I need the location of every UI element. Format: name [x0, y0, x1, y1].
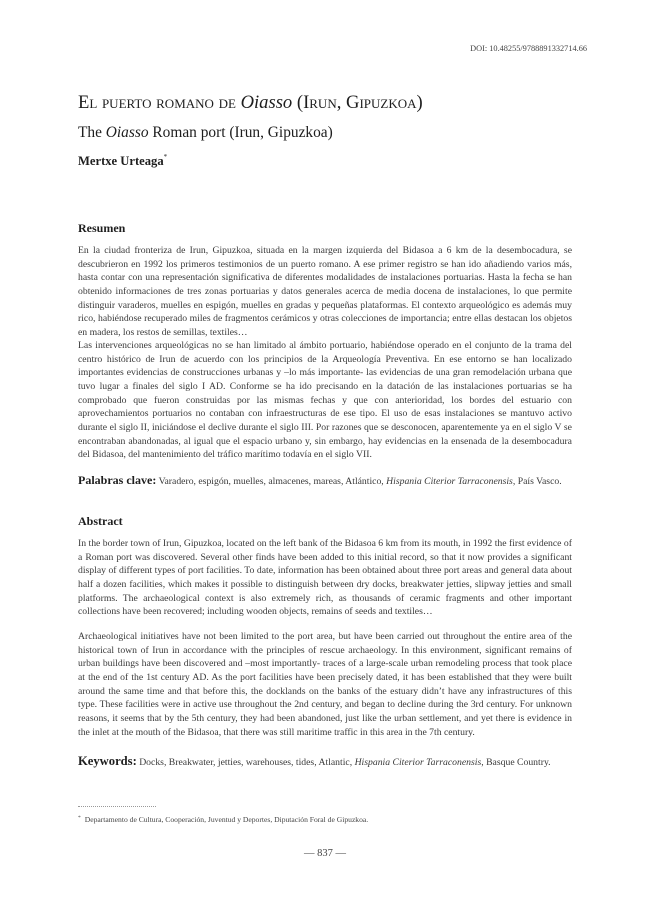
resumen-paragraph-2: Las intervenciones arqueológicas no se han limitado al ámbito portuario, habiéndose operado en el conjunto de la trama del centro histórico de Irun de acuerdo con los principios de la Arqueología Preventiva. En ese entorno se han localizado importantes evidencias de construcciones urbanas y –lo más importante- las evidencias de una gran remodelación urbana que tuvo lugar a finales del siglo I AD. Conforme se ha ido precisando en la datación de las instalaciones portuarias se ha comprobado que fueron construidas por las mismas fechas y que con anterioridad, los bordes del estuario con aprovechamientos portuarios no contaban con infraestructuras de ese tipo. El uso de esas instalaciones se mantuvo activo durante el siglo II, iniciándose el declive durante el siglo III. Por razones que se desconocen, aparentemente ya en el siglo V se encontraban abandonadas, al igual que el espacio urbano y, sin embargo, hay evidencias en la ensenada de la desembocadura del Bidasoa, del mantenimiento del tráfico marítimo todavía en el siglo VII.: [78, 340, 572, 461]
doi-identifier: DOI: 10.48255/9788891332714.66: [470, 44, 587, 53]
subtitle-suffix: Roman port (Irun, Gipuzkoa): [148, 124, 333, 141]
palabras-clave-tail: , País Vasco.: [512, 476, 562, 487]
keywords-text: Docks, Breakwater, jetties, warehouses, tides, Atlantic,: [136, 757, 355, 768]
subtitle-italic: Oiasso: [105, 124, 149, 141]
page-number: — 837 —: [304, 848, 346, 859]
palabras-clave-italic: Hispania Citerior Tarraconensis: [386, 476, 513, 487]
author-footnote-mark: *: [163, 153, 168, 161]
abstract-paragraph-1: In the border town of Irun, Gipuzkoa, located on the left bank of the Bidasoa 6 km from its mouth, in 1992 the first evidence of a Roman port was discovered. Several other finds have been added to this initial record, so that it now provides a significant display of different types of port facilities. To date, information has been obtained about three port areas and general data about half a dozen facilities, which makes it possible to distinguish between dry docks, breakwater jetties, slipway jetties and small platforms. The archaeological context is also extremely rich, as thousands of ceramic fragments and other important collections have been recovered; including wooden objects, remains of seeds and textiles…: [78, 538, 572, 618]
footnote: [78, 815, 368, 824]
footnote-text: Departamento de Cultura, Cooperación, Juventud y Deportes, Diputación Foral de Gipuzkoa.: [84, 815, 369, 824]
resumen-heading: Resumen: [78, 221, 126, 235]
palabras-clave: [78, 473, 572, 489]
author-line: [78, 153, 167, 169]
keywords-tail: , Basque Country.: [481, 757, 551, 768]
footnote-mark: *: [78, 815, 81, 821]
article-title: [78, 92, 423, 114]
footnote-divider: [78, 806, 156, 807]
abstract-paragraph-2: Archaeological initiatives have not been limited to the port area, but have been carried out throughout the entire area of the historical town of Irun in accordance with the principles of rescue archaeology. In this environment, significant remains of urban buildings have been discovered and –most importantly- traces of a large-scale urban remodeling process that took place at the end of the 1st century AD. As the port facilities have been precisely dated, it has been established that they were built around the same time and that before this, the docklands on the banks of the estuary didn’t have any infrastructures of this type. These facilities were in active use throughout the 2nd century, and began to decline during the 3rd century. For unknown reasons, it seems that by the 5th century, they had been abandoned, just like the urban settlement, and yet there is evidence in the inlet at the mouth of the Bidasoa, that there was still maritime traffic in this area in the 7th century.: [78, 631, 572, 738]
resumen-paragraph-1: En la ciudad fronteriza de Irun, Gipuzkoa, situada en la margen izquierda del Bidasoa a 6 km de la desembocadura, se descubrieron en 1992 los primeros testimonios de un puerto romano. A ese primer registro se han ido añadiendo varios más, hasta contar con una representación significativa de diferentes modalidades de instalaciones portuarias. Hasta la fecha se han obtenido informaciones de tres zonas portuarias y datos generales acerca de media docena de instalaciones, lo que permite distinguir varaderos, muelles en espigón, muelles en gradas y pequeñas plataformas. El contexto arqueológico es además muy rico, habiéndose recuperado miles de fragmentos cerámicos y otras colecciones de importancia; entre ellas destacan los objetos en madera, los restos de semillas, textiles…: [78, 245, 572, 338]
palabras-clave-text: Varadero, espigón, muelles, almacenes, mareas, Atlántico,: [156, 476, 387, 487]
subtitle-prefix: The: [78, 124, 106, 141]
keywords: [78, 754, 572, 770]
abstract-heading: Abstract: [78, 514, 123, 528]
title-part-1: El puerto romano de: [78, 92, 241, 113]
title-part-2: (Irun, Gipuzkoa): [292, 92, 423, 113]
palabras-clave-label: Palabras clave:: [78, 473, 157, 487]
title-italic: Oiasso: [240, 92, 293, 113]
author-name: Mertxe Urteaga: [78, 154, 164, 168]
keywords-label: Keywords:: [78, 754, 137, 768]
keywords-italic: Hispania Citerior Tarraconensis: [354, 757, 482, 768]
article-subtitle: [78, 124, 333, 142]
